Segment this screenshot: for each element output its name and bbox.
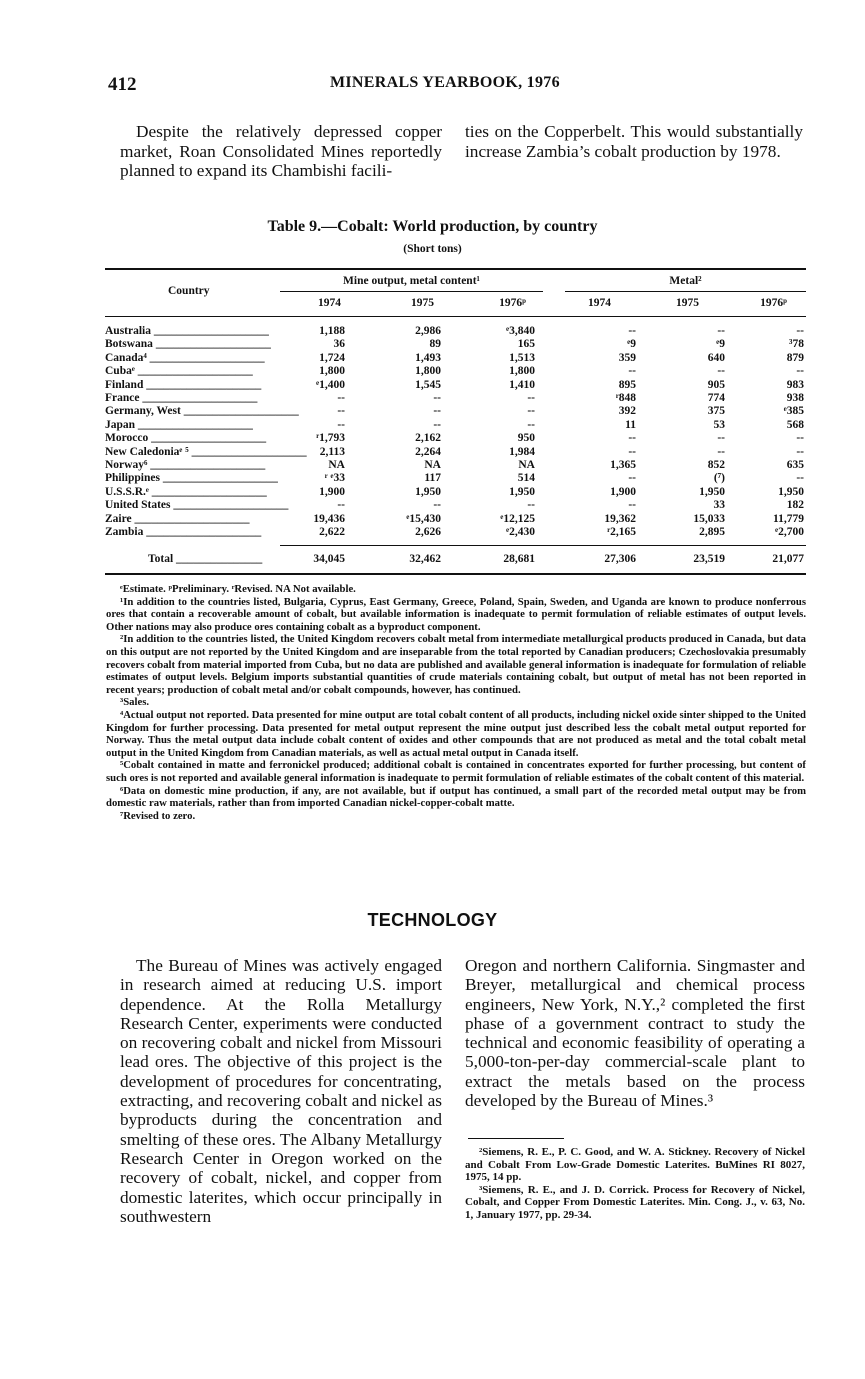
table-cell: 1,950 bbox=[509, 485, 535, 498]
table-cell: (⁷) bbox=[713, 472, 725, 485]
page-number: 412 bbox=[108, 74, 137, 95]
table-cell: 514 bbox=[517, 472, 535, 485]
table-cell: 89 bbox=[429, 338, 441, 351]
footnote-3: ³Siemens, R. E., and J. D. Corrick. Process for Recovery of Nickel, Cobalt, and Copper From Domestic Laterites. Min. Cong. J., v. 63, No. 1, January 1977, pp. 29-34. bbox=[465, 1183, 805, 1221]
table-bottom-rule bbox=[105, 573, 806, 575]
table-cell: ᵉ9 bbox=[627, 338, 636, 351]
table-cell: 2,986 bbox=[415, 325, 441, 337]
table-cell: 1,513 bbox=[509, 351, 535, 364]
table-cell: 2,264 bbox=[415, 445, 441, 458]
table-cell: 1,800 bbox=[509, 365, 535, 378]
table-cell: 165 bbox=[517, 338, 535, 351]
note-6: ⁶Data on domestic mine production, if any, are not available, but if output has continued, a small part of the recorded metal output may be from domestic raw materials, rather than from imported Canadian nickel-copper-cobalt matte. bbox=[106, 784, 806, 810]
table-cell: 11,779 bbox=[773, 512, 804, 525]
table-cell: -- bbox=[628, 445, 636, 458]
table-cell: 2,162 bbox=[415, 432, 441, 445]
table-cell: 15,033 bbox=[693, 512, 725, 525]
table-cell: -- bbox=[796, 325, 804, 337]
table-cell: 879 bbox=[786, 351, 804, 364]
table-cell: -- bbox=[433, 405, 441, 418]
table-cell: 2,626 bbox=[415, 526, 441, 538]
table-cell: -- bbox=[527, 392, 535, 404]
note-5: ⁵Cobalt contained in matte and ferronickel produced; additional cobalt is contained in concentrates exported for further processing, but content of such ores is not reported and available general information is inadequate to permit formulation of reliable estimates of the cobalt content of this material. bbox=[106, 759, 806, 784]
table-cell: 2,622 bbox=[319, 526, 345, 538]
table-cell: 2,113 bbox=[319, 445, 345, 458]
table-cell: 2,895 bbox=[699, 526, 725, 538]
table-row-country: Zaire ____________________ bbox=[105, 512, 250, 525]
table-cell: 1,545 bbox=[415, 378, 441, 391]
total-cell: 21,077 bbox=[772, 553, 804, 565]
table-cell: 774 bbox=[707, 392, 725, 404]
table-row-country: Botswana ____________________ bbox=[105, 338, 271, 351]
technology-paragraph-right: Oregon and northern California. Singmaster and Breyer, metallurgical and chemical process engineers, New York, N.Y.,² completed the first phase of a government contract to study the technical and economic feasibility of operating a 5,000-ton-per-day commercial-scale plant to extract the metals based on the process developed by the Bureau of Mines.³ bbox=[465, 956, 805, 1111]
table-cell: ³78 bbox=[789, 338, 804, 351]
table-row-country: Japan ____________________ bbox=[105, 418, 253, 431]
footnote-2: ²Siemens, R. E., P. C. Good, and W. A. Stickney. Recovery of Nickel and Cobalt From Low-Grade Domestic Laterites. BuMines RI 8027, 1975, 14 pp. bbox=[465, 1146, 805, 1184]
table-cell: 36 bbox=[333, 338, 345, 351]
intro-right-column bbox=[465, 122, 803, 161]
table-cell: 117 bbox=[424, 472, 441, 485]
table-cell: 1,410 bbox=[509, 378, 535, 391]
note-2: ²In addition to the countries listed, the United Kingdom recovers cobalt metal from intermediate metallurgical products produced in Canada, but data on this output are not reported by the United Kingdom and are inseparable from the total reported by Canadian producers; Czechoslovakia presumably recovers cobalt from material imported from Cuba, but no data are published and available general information is inadequate for formulation of reliable estimates of output levels. Belgium imports substantial quantities of crude materials containing cobalt, but output of metal has not been reported in recent years; production of cobalt metal and/or cobalt compounds, however, has continued. bbox=[106, 633, 806, 696]
table-cell: 53 bbox=[713, 418, 725, 431]
total-cell: 28,681 bbox=[503, 553, 535, 565]
table-cell: 1,188 bbox=[319, 325, 345, 337]
note-7: ⁷Revised to zero. bbox=[120, 809, 196, 822]
table-cell: -- bbox=[628, 472, 636, 485]
year-header: 1974 bbox=[318, 297, 341, 309]
table-row-country: Cubaᵉ ____________________ bbox=[105, 365, 253, 378]
table-row-country: Zambia ____________________ bbox=[105, 526, 262, 538]
table-row-country: France ____________________ bbox=[105, 392, 258, 404]
group2-rule bbox=[565, 291, 806, 292]
table-row-country: Canada⁴ ____________________ bbox=[105, 351, 265, 364]
note-4: ⁴Actual output not reported. Data presented for mine output are total cobalt content of all products, including nickel oxide sinter shipped to the United Kingdom for further processing. Data presented for metal output represent the mine output just described less the cobalt metal output reported for Norway. Thus the metal output data include cobalt content of oxides and other compounds that are not produced as metal and the total cobalt metal output in the United Kingdom from Canadian materials, as well as actual metal output in Canada itself. bbox=[106, 708, 806, 759]
table-cell: ʳ848 bbox=[615, 392, 636, 404]
table-cell: 895 bbox=[618, 378, 636, 391]
table-cell: 1,950 bbox=[778, 485, 804, 498]
table-cell: -- bbox=[796, 365, 804, 378]
table-cell: ᵉ1,400 bbox=[316, 378, 345, 391]
note-legend: ᵉEstimate. ᵖPreliminary. ʳRevised. NA Not available. bbox=[120, 583, 356, 595]
table-subcaption: (Short tons) bbox=[403, 243, 462, 255]
table-notes bbox=[106, 583, 806, 822]
intro-left-column bbox=[120, 122, 442, 181]
table-row-country: Germany, West ____________________ bbox=[105, 405, 299, 418]
table-cell: -- bbox=[628, 432, 636, 445]
footnote-rule bbox=[468, 1138, 564, 1139]
table-cell: -- bbox=[337, 392, 345, 404]
table-cell: -- bbox=[433, 392, 441, 404]
table-cell: ʳ1,793 bbox=[316, 432, 345, 445]
table-cell: -- bbox=[337, 405, 345, 418]
table-cell: ᵉ15,430 bbox=[406, 512, 441, 525]
technology-footnotes bbox=[465, 1146, 805, 1222]
table-cell: -- bbox=[433, 499, 441, 512]
table-cell: ʳ2,165 bbox=[607, 526, 636, 538]
table-caption: Table 9.—Cobalt: World production, by country bbox=[267, 218, 598, 235]
technology-paragraph-left: The Bureau of Mines was actively engaged in research aimed at reducing U.S. import dependence. At the Rolla Metallurgy Research Center, experiments were conducted on recovering cobalt and nickel from Missouri lead ores. The objective of this project is the development of procedures for concentrating, extracting, and recovering cobalt and nickel as byproducts during the concentration and smelting of these ores. The Albany Metallurgy Research Center in Oregon worked on the recovery of cobalt, nickel, and copper from domestic laterites, which occur principally in southwestern bbox=[120, 956, 442, 1226]
table-cell: -- bbox=[796, 445, 804, 458]
table-cell: -- bbox=[628, 499, 636, 512]
table-cell: 938 bbox=[786, 392, 804, 404]
table-row-country: United States ____________________ bbox=[105, 499, 289, 512]
table-cell: -- bbox=[796, 432, 804, 445]
table-cell: -- bbox=[628, 325, 636, 337]
group1-rule bbox=[280, 291, 543, 292]
section-heading: TECHNOLOGY bbox=[367, 910, 498, 930]
year-header: 1975 bbox=[411, 297, 434, 309]
total-cell: 34,045 bbox=[313, 553, 345, 565]
intro-paragraph-left: Despite the relatively depressed copper market, Roan Consolidated Mines reportedly planned to expand its Chambishi facili- bbox=[120, 122, 442, 181]
table-cell: 1,984 bbox=[509, 445, 535, 458]
total-cell: 23,519 bbox=[693, 553, 725, 565]
table-cell: NA bbox=[328, 459, 345, 471]
table-cell: 983 bbox=[786, 378, 804, 391]
intro-paragraph-right: ties on the Copperbelt. This would substantially increase Zambia’s cobalt production by 1978. bbox=[465, 122, 803, 161]
table-cell: -- bbox=[337, 418, 345, 431]
year-header: 1976ᵖ bbox=[760, 297, 787, 309]
table-cell: -- bbox=[717, 365, 725, 378]
table-cell: ᵉ385 bbox=[783, 405, 804, 418]
table-row-country: U.S.S.R.ᵉ ____________________ bbox=[105, 485, 267, 498]
table-cell: 375 bbox=[707, 405, 725, 418]
table-cell: -- bbox=[527, 499, 535, 512]
table-cell: -- bbox=[628, 365, 636, 378]
table-cell: 1,800 bbox=[415, 365, 441, 378]
total-cell: 32,462 bbox=[409, 553, 441, 565]
table-cell: 182 bbox=[786, 499, 804, 512]
table-cell: 392 bbox=[618, 405, 636, 418]
table-row-country: Norway⁶ ____________________ bbox=[105, 459, 266, 471]
table-cell: -- bbox=[717, 325, 725, 337]
table-cell: 1,800 bbox=[319, 365, 345, 378]
table-cell: -- bbox=[527, 418, 535, 431]
table-cell: 359 bbox=[618, 351, 636, 364]
table-cell: 1,900 bbox=[319, 485, 345, 498]
table-cell: ᵉ2,430 bbox=[506, 526, 535, 538]
total-rule bbox=[280, 545, 806, 546]
table-cell: 19,362 bbox=[604, 512, 636, 525]
country-header: Country bbox=[168, 285, 210, 297]
table-cell: -- bbox=[717, 432, 725, 445]
total-cell: 27,306 bbox=[604, 553, 636, 565]
technology-right-column bbox=[465, 956, 805, 1110]
table-cell: ᵉ12,125 bbox=[500, 512, 535, 525]
table-row-country: Finland ____________________ bbox=[105, 378, 262, 391]
table-cell: ᵉ2,700 bbox=[775, 526, 804, 538]
table-cell: -- bbox=[796, 472, 804, 485]
table-cell: ᵉ3,840 bbox=[506, 325, 535, 337]
table-row-country: Philippines ____________________ bbox=[105, 472, 278, 485]
technology-left-column bbox=[120, 956, 442, 1226]
running-title: MINERALS YEARBOOK, 1976 bbox=[330, 74, 560, 91]
table-row-country: New Caledoniaᵉ ⁵ ____________________ bbox=[105, 445, 307, 458]
table-cell: 568 bbox=[786, 418, 804, 431]
total-label: Total _______________ bbox=[148, 553, 263, 565]
table-cell: -- bbox=[717, 445, 725, 458]
table-cell: NA bbox=[424, 459, 441, 471]
table-row-country: Morocco ____________________ bbox=[105, 432, 267, 445]
table-row-country: Australia ____________________ bbox=[105, 325, 269, 337]
note-1: ¹In addition to the countries listed, Bulgaria, Cyprus, East Germany, Greece, Poland, Spain, Sweden, and Uganda are known to produce nonferrous ores that contain a recoverable amount of cobalt, but available information is inadequate to permit formulation of reliable estimates of output levels. Other nations may also produce ores containing cobalt as a byproduct component. bbox=[106, 595, 806, 633]
table-cell: 1,493 bbox=[415, 351, 441, 364]
table-cell: 905 bbox=[707, 378, 725, 391]
table-cell: 1,950 bbox=[699, 485, 725, 498]
table-cell: 852 bbox=[707, 459, 725, 471]
table-cell: 1,724 bbox=[319, 351, 345, 364]
table-cell: 950 bbox=[517, 432, 535, 445]
table-cell: NA bbox=[518, 459, 535, 471]
table-top-rule bbox=[105, 268, 806, 270]
year-header: 1976ᵖ bbox=[499, 297, 526, 309]
table-cell: -- bbox=[337, 499, 345, 512]
table-cell: -- bbox=[527, 405, 535, 418]
table-cell: 1,950 bbox=[415, 485, 441, 498]
note-3: ³Sales. bbox=[120, 696, 150, 709]
table-cell: 1,365 bbox=[610, 459, 636, 471]
metal-header: Metal² bbox=[669, 275, 702, 287]
table-cell: 19,436 bbox=[313, 512, 345, 525]
year-header: 1974 bbox=[588, 297, 611, 309]
year-header: 1975 bbox=[676, 297, 699, 309]
table-cell: 11 bbox=[625, 418, 636, 431]
table-cell: 33 bbox=[713, 499, 725, 512]
table-cell: ᵉ9 bbox=[716, 338, 725, 351]
table-cell: 640 bbox=[707, 351, 725, 364]
table-header-rule bbox=[105, 316, 806, 317]
mine-output-header: Mine output, metal content¹ bbox=[343, 275, 480, 287]
table-cell: 1,900 bbox=[610, 485, 636, 498]
table-cell: ʳ ᵉ33 bbox=[324, 472, 345, 485]
table-cell: 635 bbox=[786, 459, 804, 471]
table-cell: -- bbox=[433, 418, 441, 431]
